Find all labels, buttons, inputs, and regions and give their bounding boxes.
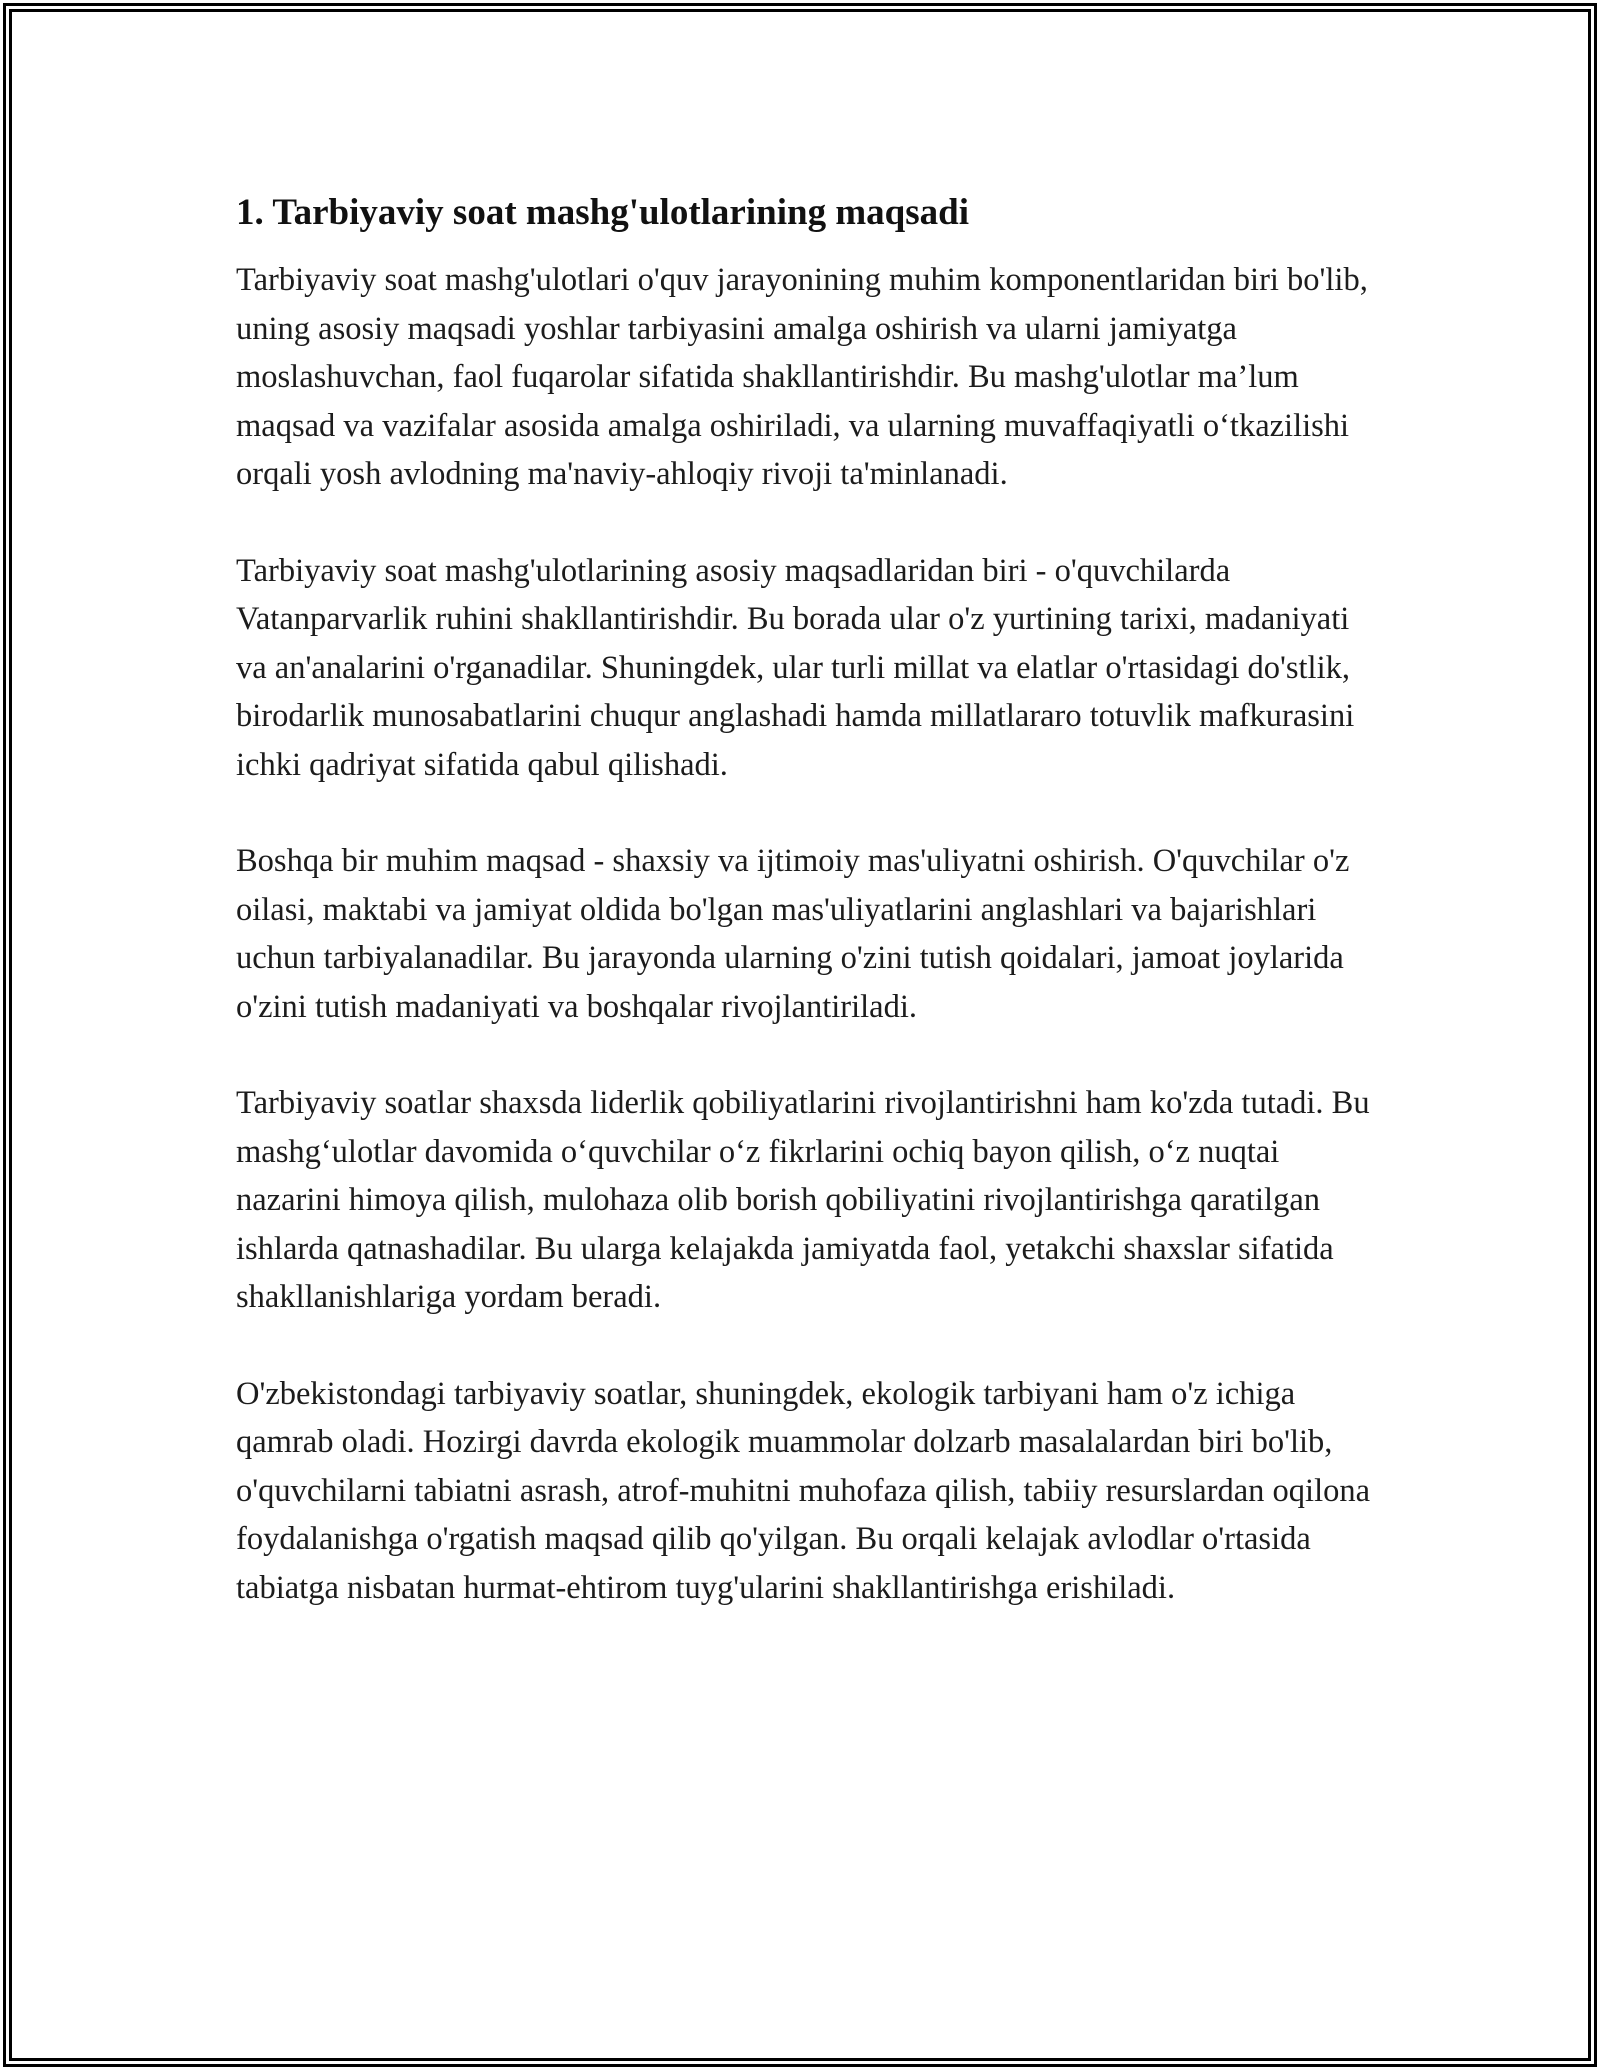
paragraph-3: Boshqa bir muhim maqsad - shaxsiy va ijtimoiy mas'uliyatni oshirish. O'quvchilar o'z oilasi, maktabi va jamiyat oldida bo'lgan mas'uliyatlarini anglashlari va bajarishlari uchun tarbiyalanadilar. Bu jarayonda ularning o'zini tutish qoidalari, jamoat joylarida o'zini tutish madaniyati va boshqalar rivojlantiriladi.: [236, 843, 1350, 1025]
section-heading: 1. Tarbiyaviy soat mashg'ulotlarining maqsadi: [236, 192, 969, 233]
paragraph-4: Tarbiyaviy soatlar shaxsda liderlik qobiliyatlarini rivojlantirishni ham ko'zda tutadi. Bu mashg‘ulotlar davomida o‘quvchilar o‘z fikrlarini ochiq bayon qilish, o‘z nuqtai nazarini himoya qilish, mulohaza olib borish qobiliyatini rivojlantirishga qaratilgan ishlarda qatnashadilar. Bu ularga kelajakda jamiyatda faol, yetakchi shaxslar sifatida shakllanishlariga yordam beradi.: [236, 1085, 1370, 1315]
document-body: [236, 190, 1376, 1660]
paragraph-2: Tarbiyaviy soat mashg'ulotlarining asosiy maqsadlaridan biri - o'quvchilarda Vatanparvarlik ruhini shakllantirishdir. Bu borada ular o'z yurtining tarixi, madaniyati va an'analarini o'rganadilar. Shuningdek, ular turli millat va elatlar o'rtasidagi do'stlik, birodarlik munosabatlarini chuqur anglashadi hamda millatlararo totuvlik mafkurasini ichki qadriyat sifatida qabul qilishadi.: [236, 552, 1355, 783]
paragraph-1: Tarbiyaviy soat mashg'ulotlari o'quv jarayonining muhim komponentlaridan biri bo'lib, uning asosiy maqsadi yoshlar tarbiyasini amalga oshirish va ularni jamiyatga moslashuvchan, faol fuqarolar sifatida shakllantirishdir. Bu mashg'ulotlar ma’lum maqsad va vazifalar asosida amalga oshiriladi, va ularning muvaffaqiyatli o‘tkazilishi orqali yosh avlodning ma'naviy-ahloqiy rivoji ta'minlanadi.: [236, 262, 1368, 492]
paragraph-5: O'zbekistondagi tarbiyaviy soatlar, shuningdek, ekologik tarbiyani ham o'z ichiga qamrab oladi. Hozirgi davrda ekologik muammolar dolzarb masalalardan biri bo'lib, o'quvchilarni tabiatni asrash, atrof-muhitni muhofaza qilish, tabiiy resurslardan oqilona foydalanishga o'rgatish maqsad qilib qo'yilgan. Bu orqali kelajak avlodlar o'rtasida tabiatga nisbatan hurmat-ehtirom tuyg'ularini shakllantirishga erishiladi.: [236, 1375, 1371, 1606]
